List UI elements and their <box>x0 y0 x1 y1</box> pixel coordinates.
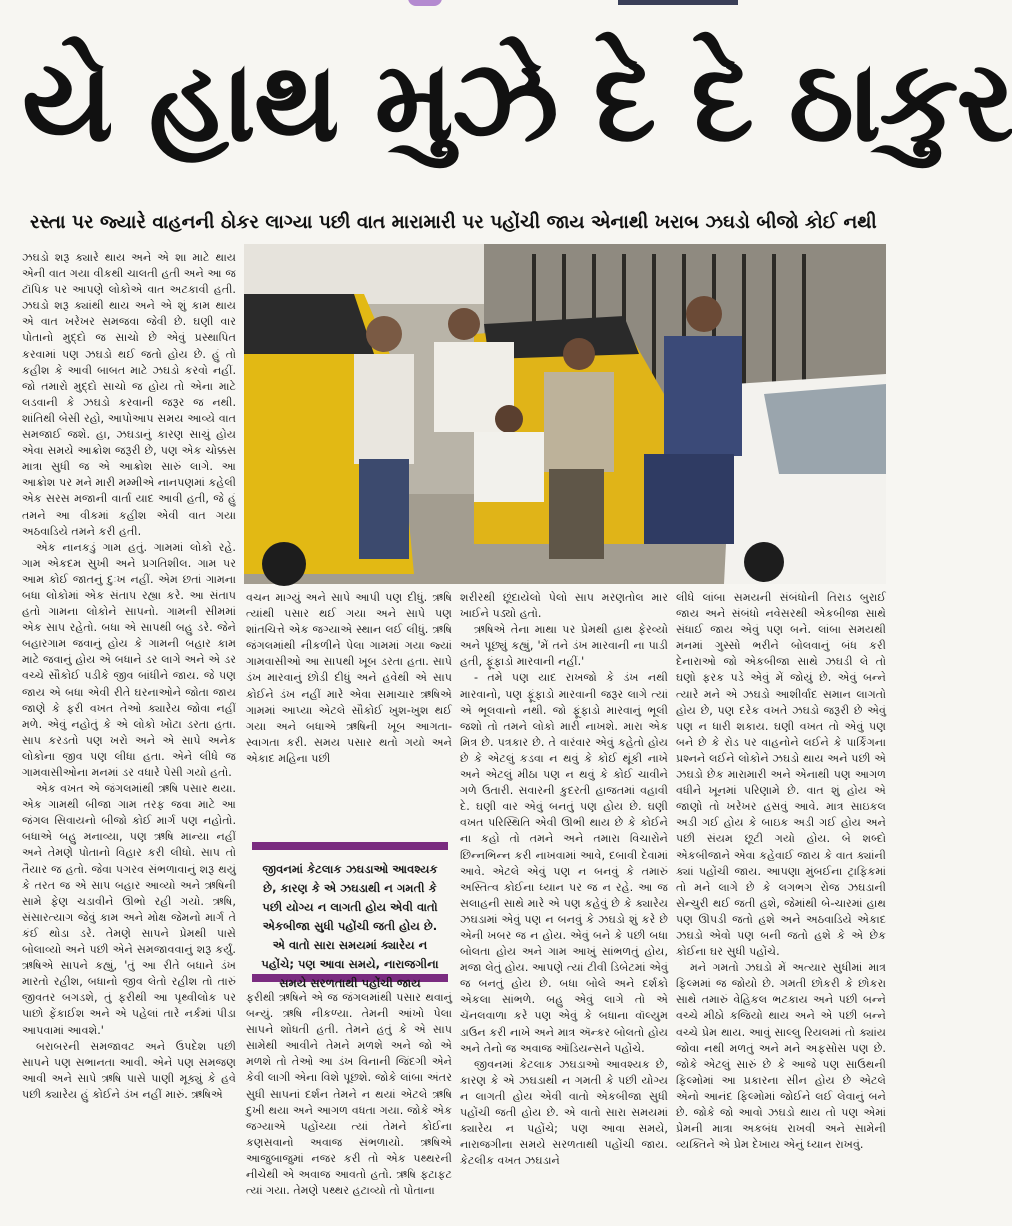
article-column-1 <box>22 250 236 1170</box>
paragraph: મને ગમતો ઝઘડો મેં અત્યાર સુધીમાં માત્ર ફિલ્મમાં જ જોયો છે. ગમતી છોકરી કે છોકરા સાથે તમારું વેહિકલ ભટકાય અને પછી બન્ને વચ્ચે મીઠો કજિયો થાય અને એ પછી બન્ને વચ્ચે પ્રેમ થાય. આવું સાલ્લુ રિયલમાં તો ક્યાંય જોવા નથી મળતું અને મને અફસોસ પણ છે. જોકે એટલું સારું છે કે આજે પણ સાઉથની ફિલ્મોમાં આ પ્રકારના સીન હોય છે એટલે એનો આનંદ ફિલ્મોમાં જોઈને લઈ લેવાનું બને છે. જોકે જો આવો ઝઘડો થાય તો પણ એમાં પ્રેમની માત્રા અકબંધ રાખવી અને સામેની વ્યક્તિને એ પ્રેમ દેખાય એનું ધ્યાન રાખવું. <box>676 961 886 1152</box>
page-top-strip <box>0 0 900 8</box>
paragraph: બરાબરની સમજાવટ અને ઉપદેશ પછી સાપને પણ સભાનતા આવી. એને પણ સમજણ આવી અને સાપે ઋષિ પાસે પાણી મૂક્યું કે હવે પછી ક્યારેય હું કોઈને ડંખ નહીં મારું. ઋષિએ <box>22 1039 236 1101</box>
top-color-band <box>618 0 738 5</box>
news-photo-street-fight <box>244 244 886 584</box>
paragraph: જીવનમાં કેટલાક ઝઘડાઓ આવશ્યક છે, કારણ કે એ ઝઘડાથી ન ગમતી કે પછી યોગ્ય ન લાગતી હોય એવી વાતો એકબીજા સુધી પહોંચી જતી હોય છે. એ વાતો સારા સમયમાં ક્યારેય ન પહોંચે; પણ આવા સમયે, નારાજગીના સમયે સરળતાથી પહોંચી જાય. કેટલીક વખત ઝઘડાને <box>460 1057 668 1168</box>
section-tab-marker <box>408 0 442 6</box>
paragraph: ઝઘડો શરૂ ક્યારે થાય અને એ શા માટે થાય એની વાત ગયા વીકથી ચાલતી હતી અને આ જ ટૉપિક પર આપણે લોકોએ વાત અટકાવી હતી. ઝઘડો શરૂ ક્યાંથી થાય અને એ શું કામ થાય એ વાત ખરેખર સમજવા જેવી છે. ઘણી વાર પોતાનો મુદ્દો જ સાચો છે એવું પ્રસ્થાપિત કરવામાં પણ ઝઘડો થઈ જતો હોય છે. હું તો કહીશ કે આવી બાબત માટે ઝઘડો કરવો નહીં. જો તમારો મુદ્દો સાચો જ હોય તો એના માટે લડવાની કે ઝઘડો કરવાની જરૂર જ નથી. શાંતિથી બેસી રહો, આપોઆપ સમય આવ્યે વાત સમજાઈ જશે. હા, ઝઘડાનું કારણ સાચું હોય એવા સમયે આક્રોશ જરૂરી છે, પણ એક ચોક્કસ માત્રા સુધી જ એ આક્રોશ સારું લાગે. આ આક્રોશ પર મને મારી મમ્મીએ નાનપણમાં કહેલી એક સરસ મજાની વાર્તા યાદ આવી હતી, જે હું તમને આ વીકમાં કહીશ એવી વાત ગયા અઠવાડિયે તમને કરી હતી. <box>22 251 236 538</box>
paragraph: એક નાનકડું ગામ હતું. ગામમાં લોકો રહે. ગામ એકદમ સુખી અને પ્રગતિશીલ. ગામ પર આમ કોઈ જાતનું દુઃખ નહીં. એમ છતાં ગામના બધા લોકોમાં એક સંતાપ રહ્યા કરે. આ સંતાપ હતો ગામના લોકોને સાપનો. ગામની સીમમાં એક સાપ રહેતો. બધા એ સાપથી બહુ ડરે. જેને બહારગામ જવાનું હોય કે ગામની બહાર કામ માટે જવાનું હોય એ બધાને ડર લાગે અને એ ડર વચ્ચે સૌકોઈ પડીકે જીવ બાંધીને જાય. જે પણ જાય એ બધા એવી રીતે ઘરનાઓને જોતા જાય જાણે કે ફરી વખત તેઓ ક્યારેય જોવા નહીં મળે. એવું નહોતું કે એ લોકો ખોટા ડરતા હતા. સાપ કરડતો પણ ખરો અને એ સાપે અનેક લોકોના જીવ પણ લીધા હતા. એને લીધે જ ગામવાસીઓના મનમાં ડર વધારે પેસી ગયો હતો. <box>22 540 236 779</box>
paragraph: - તમે પણ યાદ રાખજો કે ડંખ નથી મારવાનો, પણ ફૂંફાડો મારવાની જરૂર લાગે ત્યાં એ ભૂલવાનો નથી. જો ફૂંફાડો મારવાનું ભૂલી જશો તો તમને લોકો મારી નાખશે. મારા એક મિત્ર છે. પત્રકાર છે. તે વારંવાર એવું કહેતો હોય છે કે એટલું કડવા ન થવું કે કોઈ થૂંકી નાખે અને એટલું મીઠા પણ ન થવું કે કોઈ ચાવીને ગળે ઉતારી. સવારની કુદરતી હાજતમાં વહાવી દે. ઘણી વાર એવું બનતું પણ હોય છે. ઘણી વખત પરિસ્થિતિ એવી ઊભી થાય છે કે કોઈને ના કહો તો તમને અને તમારા વિચારોને છિન્નભિન્ન કરી નાખવામાં આવે, દબાવી દેવામાં આવે. એટલે એવું પણ ન બનવું કે તમારું અસ્તિત્વ કોઈના ધ્યાન પર જ ન રહે. આ જ સલાહની સાથે મારે એ પણ કહેવું છે કે ક્યારેય ઝઘડામાં એવું પણ ન બનવું કે ઝઘડો શું કરે છે એની ખબર જ ન હોય. એવું બને કે પછી બધા બોલતા હોય અને ગામ આખું સાંભળતું હોય, મજા લેતું હોય. આપણે ત્યાં ટીવી ડિબેટમાં એવું જ બનતું હોય છે. બધા બોલે અને દર્શકો એકલા સાંભળે. બહુ એવું લાગે તો એ ચૅનલવાળા કરે પણ એવું કે બધાના વૉલ્યુમ ડાઉન કરી નાખે અને માત્ર ઍન્કર બોલતો હોય અને તેનો જ અવાજ ઑડિયન્સને પહોંચે. <box>460 671 668 1055</box>
article-column-3 <box>460 590 668 1218</box>
article-column-2-top <box>246 590 452 838</box>
article-column-2-bottom <box>246 990 452 1218</box>
paragraph: ફરીથી ઋષિને એ જ જંગલમાંથી પસાર થવાનું બન્યું. ઋષિ નીકળ્યા. તેમની આંખો પેલા સાપને શોધતી હતી. તેમને હતું કે એ સાપ સામેથી આવીને તેમને મળશે અને જો એ મળશે તો તેઓ આ ડંખ વિનાની જિંદગી એને કેવી લાગી એના વિશે પૂછશે. જોકે લાંબા અંતર સુધી સાપનાં દર્શન તેમને ન થયાં એટલે ઋષિ દુખી થયા અને આગળ વધતા ગયા. જોકે એક જગ્યાએ પહોંચ્યા ત્યાં તેમને કોઈના કણસવાનો અવાજ સંભળાયો. ઋષિએ આજુબાજુમાં નજર કરી તો એક પથ્થરની નીચેથી એ અવાજ આવતો હતો. ઋષિ ફટાફટ ત્યાં ગયા. તેમણે પથ્થર હટાવ્યો તો પોતાના <box>246 991 452 1198</box>
paragraph: લીધે લાંબા સમયની સંબંધોની તિરાડ બુરાઈ જાય અને સંબંધો નવેસરથી એકબીજા સાથે સંધાઈ જાય એવું પણ બને. લાંબા સમયથી મનમાં ગુસ્સો ભરીને બોલવાનું બંધ કરી દેનારાઓ જો એકબીજા સાથે ઝઘડી લે તો ઘણો ફરક પડે એવું મેં જોયું છે. એવું બન્ને ત્યારે મને એ ઝઘડો આશીર્વાદ સમાન લાગતો હોય છે, પણ દરેક વખતે ઝઘડો જરૂરી છે એવું પણ ન ધારી શકાય. ઘણી વખત તો એવું પણ બને છે કે રોડ પર વાહનોને લઈને કે પાર્કિંગના પ્રશ્નને લઈને લોકોને ઝઘડો થાય અને પછી એ ઝઘડો છેક મારામારી અને એનાથી પણ આગળ વધીને ખૂનમાં પરિણામે છે. વાત શું હોય એ જાણો તો ખરેખર હસવું આવે. માત્ર સાઇકલ અડી ગઈ હોય કે બાઇક અડી ગઈ હોય અને પછી સંયમ છૂટી ગયો હોય. બે શબ્દો એકબીજાને એવા કહેવાઈ જાય કે વાત ક્યાંની ક્યાં પહોંચી જાય. આપણા મુંબઈના ટ્રાફિકમાં તો મને લાગે છે કે લગભગ રોજ ઝઘડાની સેન્ચુરી થઈ જતી હશે, જેમાંથી બે-ચારમાં હાથ પણ ઊપડી જતો હશે અને અઠવાડિયે એકાદ ઝઘડો એવો પણ બની જતો હશે કે એ છેક કોઈના ઘર સુધી પહોંચે. <box>676 591 886 959</box>
paragraph: શરીરથી છૂંદાયેલો પેલો સાપ મરણતોલ માર ખાઈને પડ્યો હતો. <box>460 591 668 621</box>
paragraph: વચન માગ્યું અને સાપે આપી પણ દીધું. ઋષિ ત્યાંથી પસાર થઈ ગયા અને સાપે પણ શાંતચિત્તે એક જગ્યાએ સ્થાન લઈ લીધું. ઋષિ જંગલમાંથી નીકળીને પેલા ગામમાં ગયા જ્યાં ગામવાસીઓ આ સાપથી ખૂબ ડરતા હતા. સાપે ડંખ મારવાનું છોડી દીધું અને હવેથી એ સાપ કોઈને ડંખ નહીં મારે એવા સમાચાર ઋષિએ ગામમાં આપ્યા એટલે સૌકોઈ ખુશ-ખુશ થઈ ગયા અને બધાએ ઋષિની ખૂબ આગતા-સ્વાગતા કરી. સમય પસાર થતો ગયો અને એકાદ મહિના પછી <box>246 591 452 765</box>
headline: યે હાથ મુઝે દે દે ઠાકુર <box>22 37 1012 167</box>
photo-illustration <box>244 244 886 584</box>
pull-quote: જીવનમાં કેટલાક ઝઘડાઓ આવશ્યક છે, કારણ કે એ ઝઘડાથી ન ગમતી કે પછી યોગ્ય ન લાગતી હોય એવી વાતો એકબીજા સુધી પહોંચી જતી હોય છે. એ વાતો સારા સમયમાં ક્યારેય ન પહોંચે; પણ આવા સમયે, નારાજગીના સમયે સરળતાથી પહોંચી જાય <box>252 842 448 982</box>
subheadline: રસ્તા પર જ્યારે વાહનની ઠોકર લાગ્યા પછી વાત મારામારી પર પહોંચી જાય એનાથી ખરાબ ઝઘડો બીજો કોઈ નથી <box>30 212 877 233</box>
paragraph: એક વખત એ જંગલમાંથી ઋષિ પસાર થયા. એક ગામથી બીજા ગામ તરફ જવા માટે આ જંગલ સિવાયનો બીજો કોઈ માર્ગ પણ નહોતો. બધાએ બહુ મનાવ્યા, પણ ઋષિ માન્યા નહીં અને તેમણે પોતાનો વિહાર કરી લીધો. સાપ તો તૈયાર જ હતો. જેવા પગરવ સંભળાવાનું શરૂ થયું કે તરત જ એ સાપ બહાર આવ્યો અને ઋષિની સામે ફેણ ચડાવીને ઊભો રહી ગયો. ઋષિ, સંસારત્યાગ જેવું કામ અને મોક્ષ જેમનો માર્ગ તે કંઈ થોડા ડરે. તેમણે સાપને પ્રેમથી પાસે બોલાવ્યો અને પછી એને સમજાવવાનું શરૂ કર્યું. ઋષિએ સાપને કહ્યું, 'તું આ રીતે બધાને ડંખ મારતો રહીશ, બધાનો જીવ લેતો રહીશ તો તારું જીવતર બગડશે, તું ફરીથી આ પૃથ્વીલોક પર પાછો ફેંકાઈશ અને એ પહેલાં તારે નર્કમાં પીડા આપવામાં આવશે.' <box>22 782 236 1037</box>
article-column-4 <box>676 590 886 1218</box>
paragraph: ઋષિએ તેના માથા પર પ્રેમથી હાથ ફેરવ્યો અને પૂછ્યું કહ્યું, 'મેં તને ડંખ મારવાની ના પાડી હતી, ફૂંફાડો મારવાની નહીં.' <box>460 623 668 669</box>
